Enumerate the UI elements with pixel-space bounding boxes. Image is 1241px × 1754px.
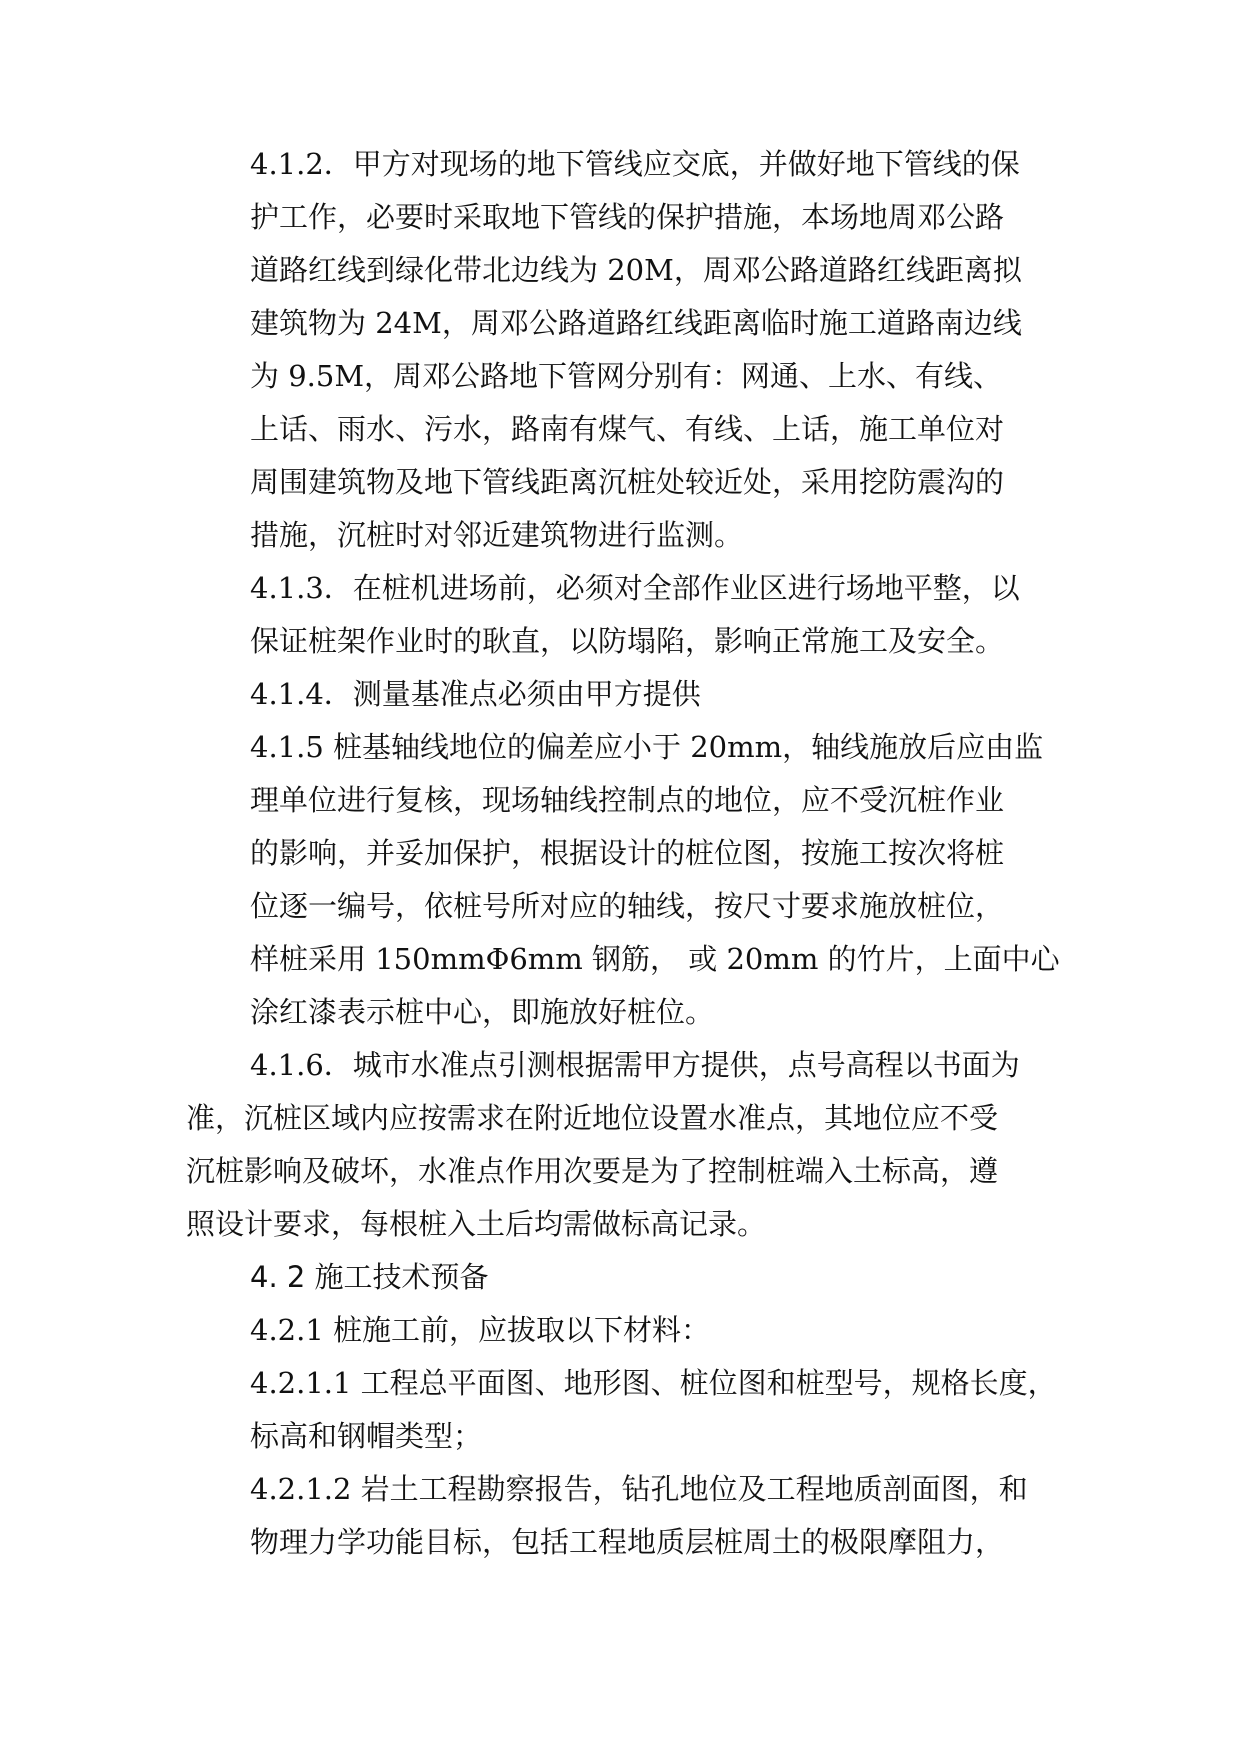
text-line: 4.1.6．城市水准点引测根据需甲方提供，点号高程以书面为	[250, 1048, 1020, 1082]
text-line: 4.2.1 桩施工前，应拔取以下材料：	[250, 1313, 711, 1347]
text-line: 准，沉桩区域内应按需求在附近地位设置水准点，其地位应不受	[186, 1101, 999, 1135]
text-line: 涂红漆表示桩中心，即施放好桩位。	[250, 995, 715, 1029]
text-line: 的影响，并妥加保护，根据设计的桩位图，按施工按次将桩	[250, 836, 1005, 870]
text-line: 保证桩架作业时的耿直，以防塌陷，影响正常施工及安全。	[250, 624, 1005, 658]
text-line: 4.1.4．测量基准点必须由甲方提供	[250, 677, 701, 711]
text-line: 上话、雨水、污水，路南有煤气、有线、上话，施工单位对	[250, 412, 1005, 446]
text-line: 理单位进行复核，现场轴线控制点的地位，应不受沉桩作业	[250, 783, 1005, 817]
text-line: 建筑物为 24M，周邓公路道路红线距离临时施工道路南边线	[250, 306, 1022, 340]
text-line: 护工作，必要时采取地下管线的保护措施，本场地周邓公路	[250, 200, 1005, 234]
section-heading: 4. 2 施工技术预备	[250, 1260, 489, 1294]
text-line: 4.2.1.2 岩土工程勘察报告，钻孔地位及工程地质剖面图，和	[250, 1472, 1028, 1506]
text-line: 物理力学功能目标，包括工程地质层桩周土的极限摩阻力，	[250, 1525, 1005, 1559]
text-line: 4.1.5 桩基轴线地位的偏差应小于 20mm，轴线施放后应由监	[250, 730, 1044, 764]
text-line: 样桩采用 150mmΦ6mm 钢筋， 或 20mm 的竹片，上面中心	[250, 942, 1060, 976]
text-line: 位逐一编号，依桩号所对应的轴线，按尺寸要求施放桩位，	[250, 889, 1005, 923]
text-line: 为 9.5M，周邓公路地下管网分别有：网通、上水、有线、	[250, 359, 1003, 393]
text-line: 沉桩影响及破坏，水准点作用次要是为了控制桩端入土标高，遵	[186, 1154, 999, 1188]
text-line: 周围建筑物及地下管线距离沉桩处较近处，采用挖防震沟的	[250, 465, 1005, 499]
text-line: 照设计要求，每根桩入土后均需做标高记录。	[186, 1207, 767, 1241]
text-line: 措施，沉桩时对邻近建筑物进行监测。	[250, 518, 744, 552]
text-line: 标高和钢帽类型；	[250, 1419, 483, 1453]
text-line: 4.1.2．甲方对现场的地下管线应交底，并做好地下管线的保	[250, 147, 1020, 181]
text-line: 4.2.1.1 工程总平面图、地形图、桩位图和桩型号，规格长度，	[250, 1366, 1057, 1400]
text-line: 道路红线到绿化带北边线为 20M，周邓公路道路红线距离拟	[250, 253, 1022, 287]
text-line: 4.1.3．在桩机进场前，必须对全部作业区进行场地平整，以	[250, 571, 1020, 605]
